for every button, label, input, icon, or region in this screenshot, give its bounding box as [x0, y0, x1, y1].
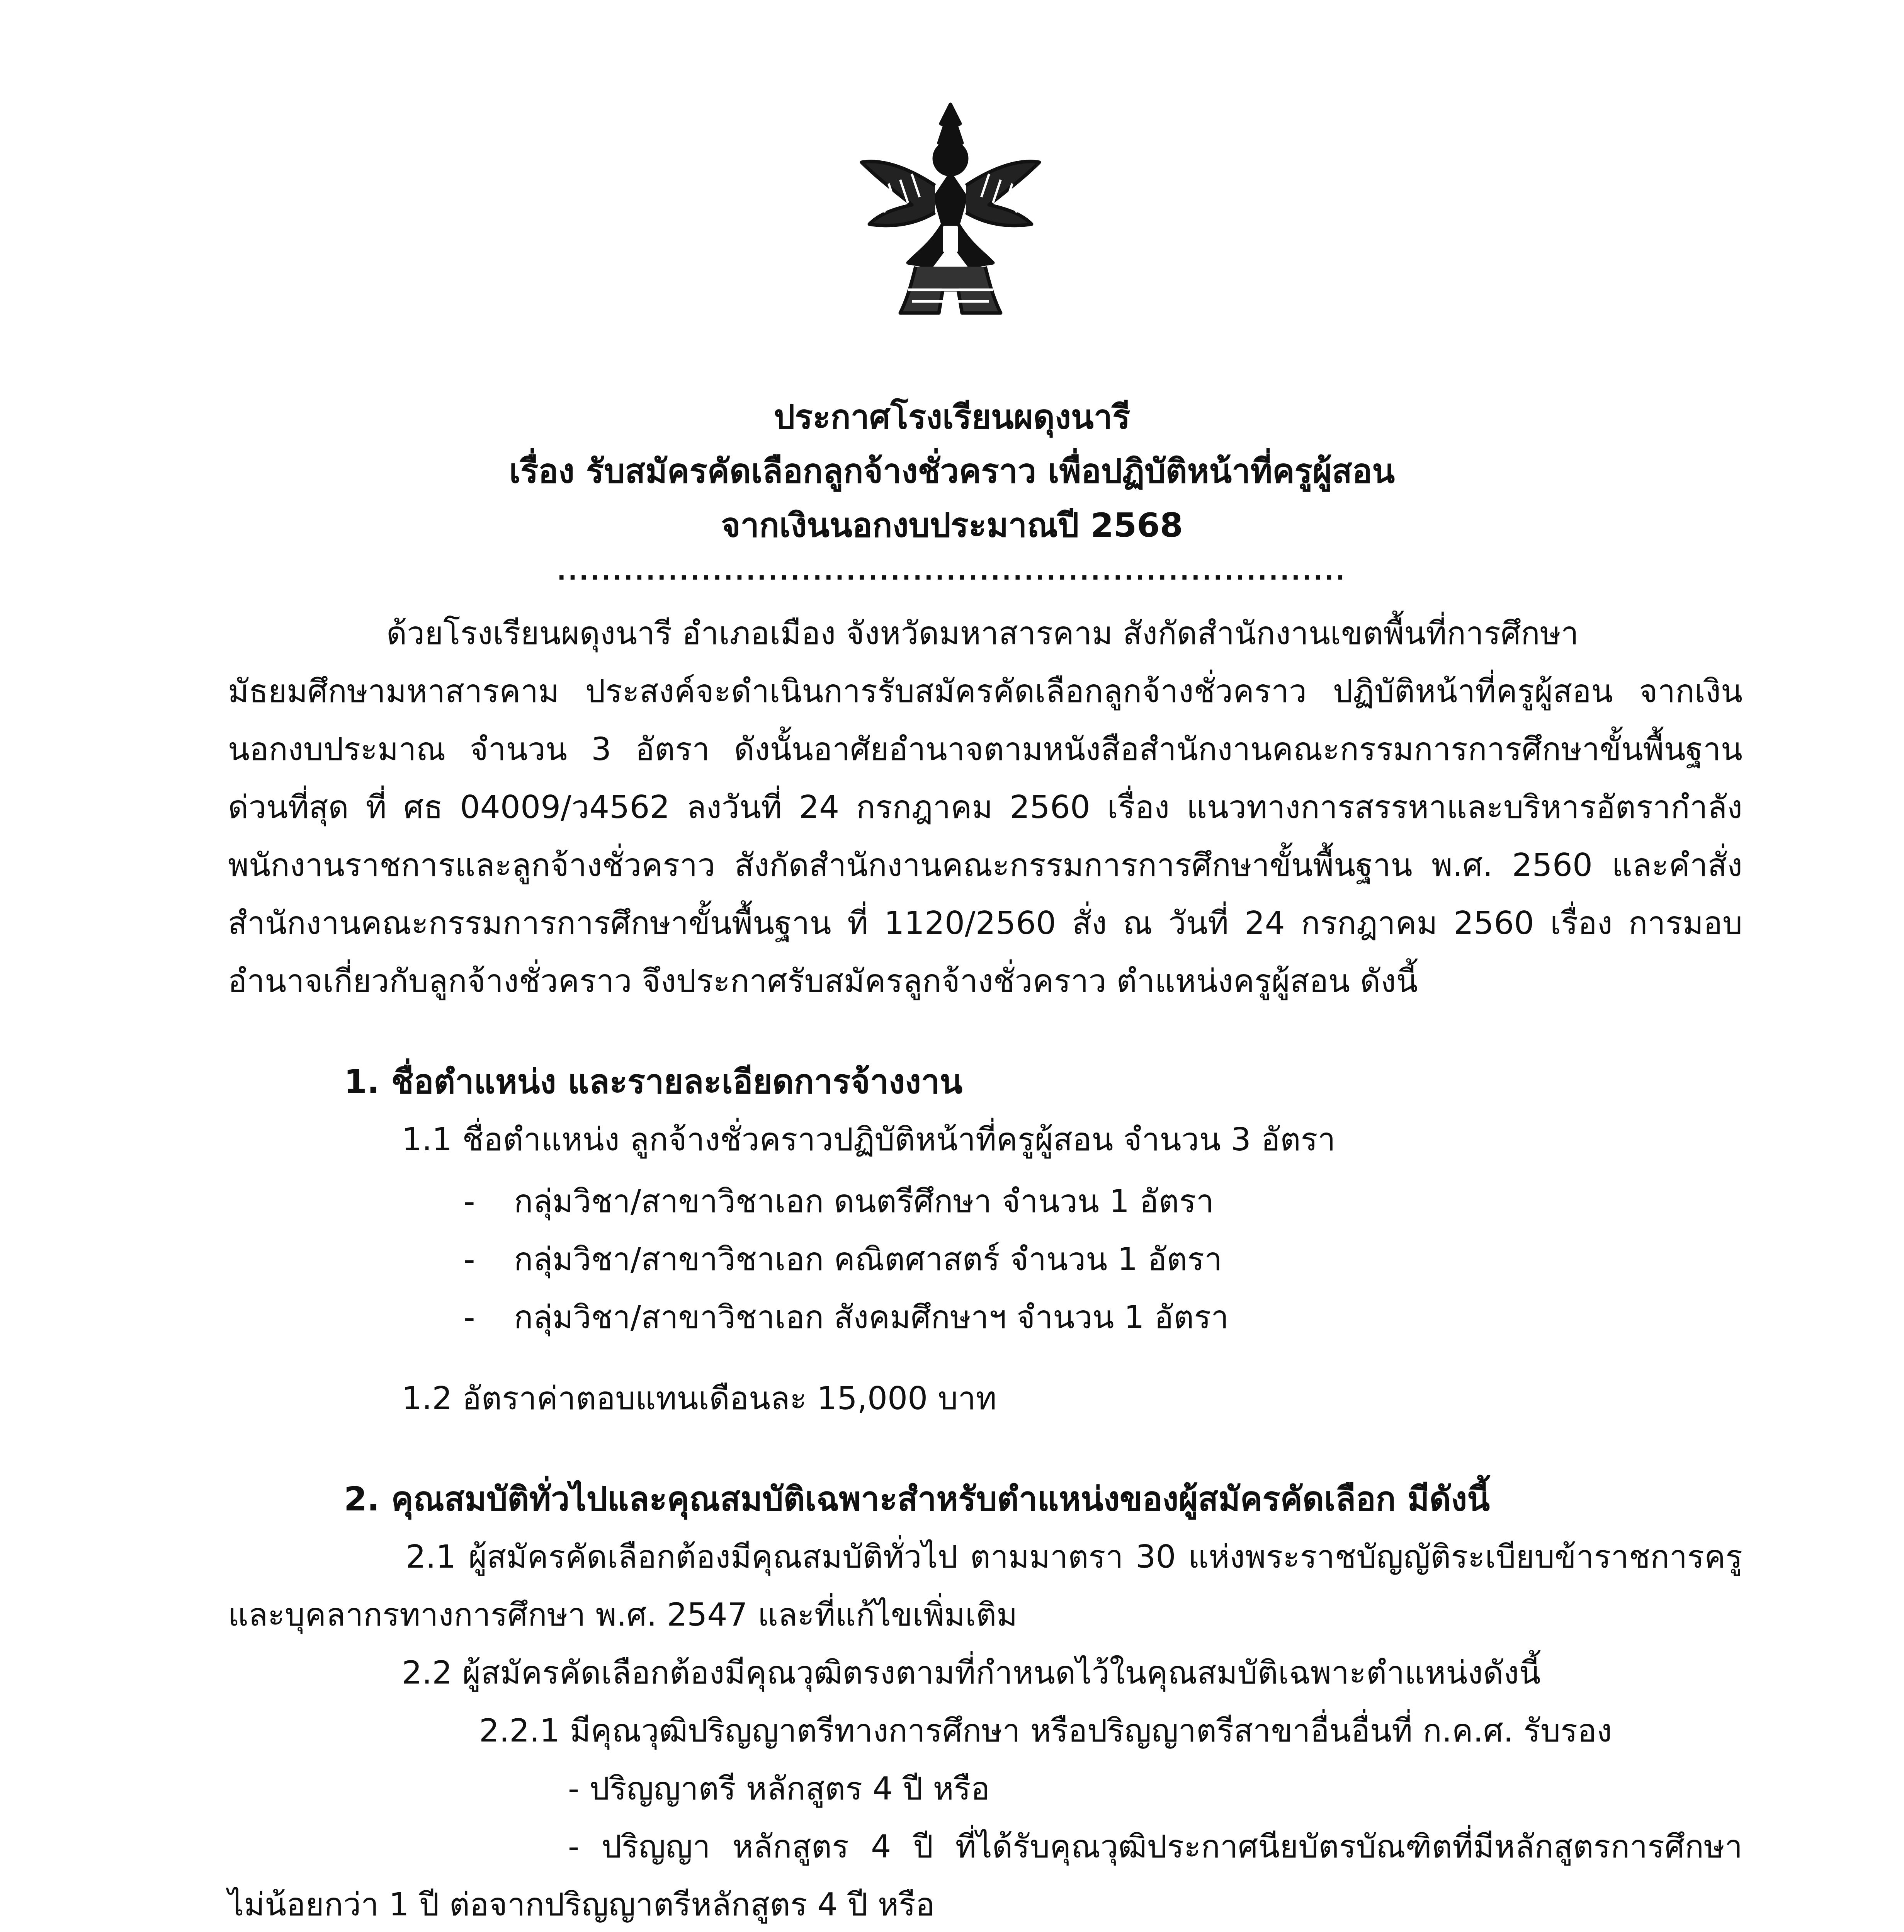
section1-heading: 1. ชื่อตำแหน่ง และรายละเอียดการจ้างงาน — [344, 1063, 963, 1101]
subject-item-math: กลุ่มวิชา/สาขาวิชาเอก คณิตศาสตร์ จำนวน 1 อัตรา — [514, 1241, 1222, 1278]
section2-item-2-1: 2.1 ผู้สมัครคัดเลือกต้องมีคุณสมบัติทั่วไป ตามมาตรา 30 แห่งพระราชบัญญัติระเบียบข้าราชการครู — [406, 1539, 1742, 1575]
intro-line: อำนาจเกี่ยวกับลูกจ้างชั่วคราว จึงประกาศรับสมัครลูกจ้างชั่วคราว ตำแหน่งครูผู้สอน ดังนี้ — [228, 963, 1418, 1000]
degree-option: - ปริญญา หลักสูตร 4 ปี ที่ได้รับคุณวุฒิประกาศนียบัตรบัณฑิตที่มีหลักสูตรการศึกษา — [568, 1828, 1742, 1865]
section2-heading: 2. คุณสมบัติทั่วไปและคุณสมบัติเฉพาะสำหรับตำแหน่งของผู้สมัครคัดเลือก มีดังนี้ — [344, 1480, 1490, 1519]
intro-line: มัธยมศึกษามหาสารคาม ประสงค์จะดำเนินการรับสมัครคัดเลือกลูกจ้างชั่วคราว ปฏิบัติหน้าที่ครูผู้สอน จากเงิน — [228, 673, 1742, 710]
subject-item-social: กลุ่มวิชา/สาขาวิชาเอก สังคมศึกษาฯ จำนวน 1 อัตรา — [514, 1299, 1229, 1336]
intro-line: สำนักงานคณะกรรมการการศึกษาขั้นพื้นฐาน ที่ 1120/2560 สั่ง ณ วันที่ 24 กรกฎาคม 2560 เรื่อง การมอบ — [228, 905, 1742, 942]
header-subject: เรื่อง รับสมัครคัดเลือกลูกจ้างชั่วคราว เพื่อปฏิบัติหน้าที่ครูผู้สอน — [509, 452, 1395, 491]
header-dotted-rule: ....................................................................... — [557, 558, 1347, 585]
intro-line: ด่วนที่สุด ที่ ศธ 04009/ว4562 ลงวันที่ 24 กรกฎาคม 2560 เรื่อง แนวทางการสรรหาและบริหารอัตรากำลัง — [228, 789, 1742, 826]
section1-item-1-1: 1.1 ชื่อตำแหน่ง ลูกจ้างชั่วคราวปฏิบัติหน้าที่ครูผู้สอน จำนวน 3 อัตรา — [402, 1121, 1336, 1158]
garuda-emblem — [854, 97, 1047, 328]
degree-option: - ปริญญาตรี หลักสูตร 4 ปี หรือ — [568, 1770, 990, 1807]
subject-dash: - — [464, 1183, 475, 1220]
section1-item-1-2: 1.2 อัตราค่าตอบแทนเดือนละ 15,000 บาท — [402, 1380, 997, 1417]
section2-item-2-1-cont: และบุคลากรทางการศึกษา พ.ศ. 2547 และที่แก้ไขเพิ่มเติม — [228, 1597, 1018, 1633]
degree-option-cont: ไม่น้อยกว่า 1 ปี ต่อจากปริญญาตรีหลักสูตร 4 ปี หรือ — [228, 1886, 935, 1923]
subject-dash: - — [464, 1299, 475, 1336]
subject-item-music: กลุ่มวิชา/สาขาวิชาเอก ดนตรีศึกษา จำนวน 1 อัตรา — [514, 1183, 1214, 1220]
section2-item-2-2: 2.2 ผู้สมัครคัดเลือกต้องมีคุณวุฒิตรงตามที่กำหนดไว้ในคุณสมบัติเฉพาะตำแหน่งดังนี้ — [402, 1655, 1541, 1691]
subject-dash: - — [464, 1241, 475, 1278]
intro-line: พนักงานราชการและลูกจ้างชั่วคราว สังกัดสำนักงานคณะกรรมการการศึกษาขั้นพื้นฐาน พ.ศ. 2560 และคำสั่ง — [228, 847, 1742, 884]
intro-line: นอกงบประมาณ จำนวน 3 อัตรา ดังนั้นอาศัยอำนาจตามหนังสือสำนักงานคณะกรรมการการศึกษาขั้นพื้นฐาน — [228, 731, 1742, 768]
header-budget-year: จากเงินนอกงบประมาณปี 2568 — [721, 506, 1183, 545]
header-title: ประกาศโรงเรียนผดุงนารี — [774, 398, 1130, 437]
intro-line: ด้วยโรงเรียนผดุงนารี อำเภอเมือง จังหวัดมหาสารคาม สังกัดสำนักงานเขตพื้นที่การศึกษา — [386, 615, 1579, 652]
section2-item-2-2-1: 2.2.1 มีคุณวุฒิปริญญาตรีทางการศึกษา หรือปริญญาตรีสาขาอื่นอื่นที่ ก.ค.ศ. รับรอง — [479, 1713, 1612, 1749]
